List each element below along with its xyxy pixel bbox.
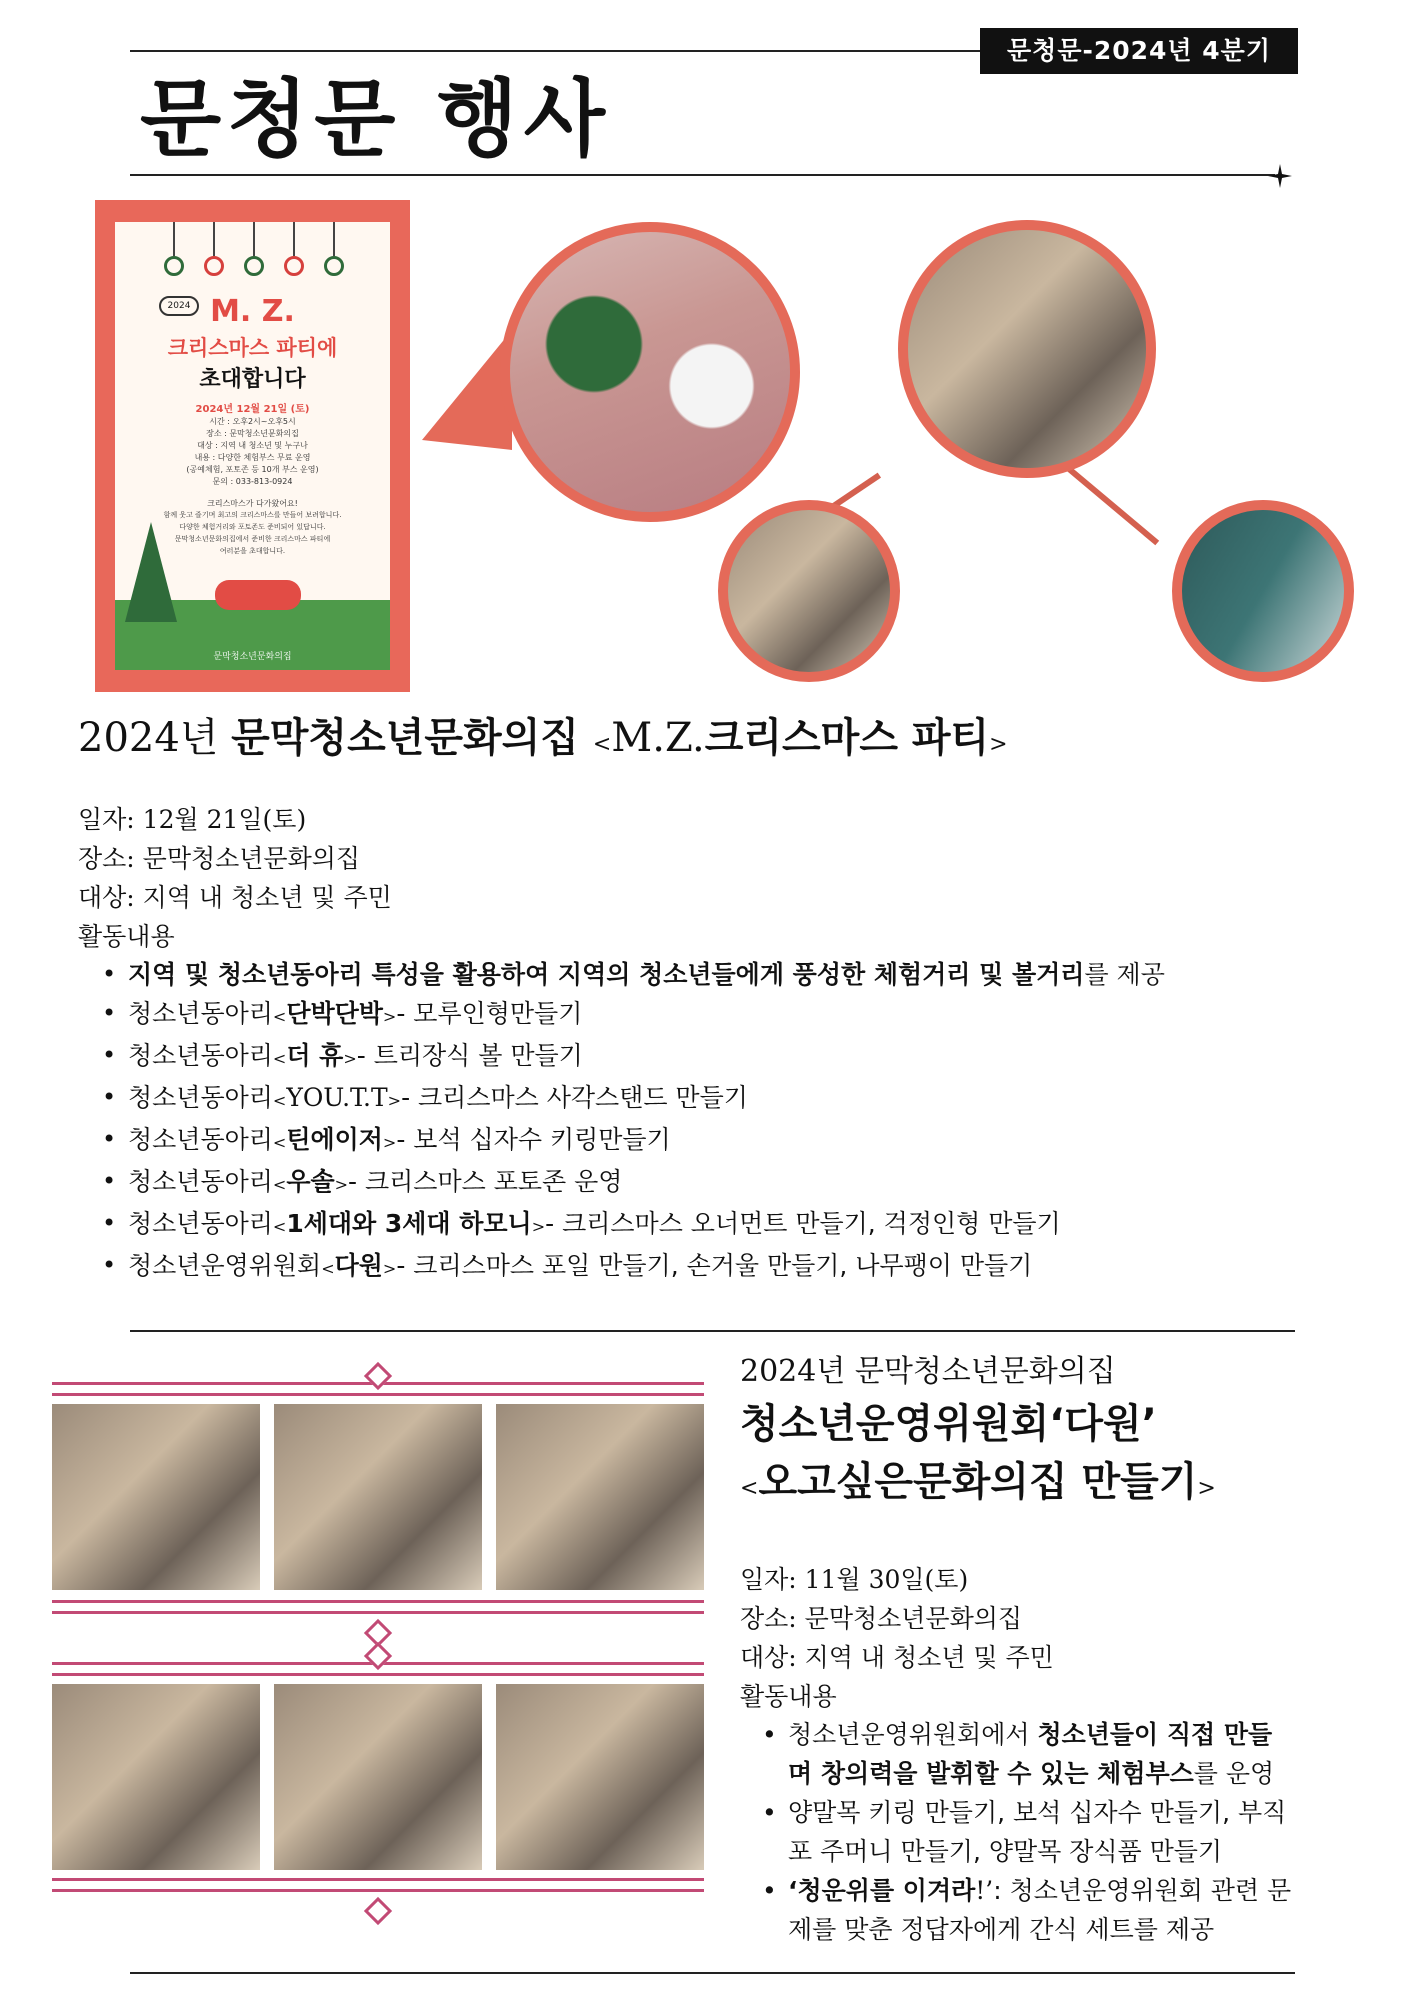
section1-title-venue: 문막청소년문화의집: [231, 715, 593, 761]
poster-content-detail: (공예체험, 포토존 등 10개 부스 운영): [186, 465, 319, 474]
header-bottom-rule: [130, 174, 1275, 176]
activity-text: 청소년동아리: [128, 1125, 273, 1154]
poster-message: 문막청소년문화의집에서 준비한 크리스마스 파티에: [174, 535, 331, 543]
poster-target: 대상 : 지역 내 청소년 및 누구나: [197, 441, 308, 450]
activity-text: 청소년동아리: [128, 1083, 273, 1112]
list-item: [98, 1120, 1358, 1162]
activity-text: 청소년동아리: [128, 1041, 273, 1070]
activity-bracket: <: [272, 1049, 287, 1068]
gallery-frame-band: [52, 1878, 704, 1892]
section1-title: [78, 706, 1008, 763]
section2-title-line2: 오고싶은문화의집 만들기: [758, 1459, 1198, 1505]
activity-bold: ‘청운위를 이겨라: [788, 1876, 976, 1905]
poster-message: 여러분을 초대합니다.: [219, 547, 286, 555]
activity-text: - 크리스마스 오너먼트 만들기, 걱정인형 만들기: [545, 1209, 1061, 1238]
poster-title-mz: M. Z.: [210, 294, 295, 329]
poster-year-badge: 2024: [159, 296, 199, 316]
activity-bold: 틴에이저: [286, 1125, 383, 1154]
activity-bracket: >: [334, 1175, 349, 1194]
activity-bracket: <: [272, 1091, 287, 1110]
activity-text: - 크리스마스 포일 만들기, 손거울 만들기, 나무팽이 만들기: [396, 1251, 1033, 1280]
activity-text: - 크리스마스 포토존 운영: [348, 1167, 623, 1196]
activity-text: 양말목 키링 만들기, 보석 십자수 만들기, 부직: [788, 1798, 1287, 1827]
poster-footer: 문막청소년문화의집: [213, 652, 292, 662]
section1-place: 장소: 문막청소년문화의집: [78, 844, 361, 873]
section1-activity-list: [98, 955, 1358, 1288]
activity-text: 청소년운영위원회에서: [788, 1720, 1038, 1749]
section1-title-gt: >: [989, 732, 1008, 757]
section2-subtitle: 2024년 문막청소년문화의집: [740, 1354, 1116, 1389]
section1-title-roman: M.Z.: [611, 715, 705, 761]
section-divider: [130, 1330, 1295, 1332]
list-item: [98, 1078, 1358, 1120]
section1-activities-label: 활동내용: [78, 922, 175, 951]
list-item: [98, 1246, 1358, 1288]
activity-bracket: <: [272, 1007, 287, 1026]
activity-bracket: >: [343, 1049, 357, 1068]
gallery-photo: [496, 1684, 704, 1870]
poster-content: 내용 : 다양한 체험부스 무료 운영: [194, 453, 311, 462]
activity-text: 포 주머니 만들기, 양말목 장식품 만들기: [788, 1837, 1223, 1866]
section1-date: 일자: 12월 21일(토): [78, 805, 307, 834]
activity-text: 를 제공: [1084, 960, 1165, 989]
activity-bracket: >: [382, 1133, 397, 1152]
section2-place: 장소: 문막청소년문화의집: [740, 1604, 1023, 1633]
ornament-icon: [244, 256, 264, 276]
activity-bold: 1세대와 3세대 하모니: [286, 1209, 532, 1238]
list-item: [758, 1871, 1368, 1949]
bubble-pointer: [422, 330, 512, 460]
activity-bold: 우솔: [286, 1167, 335, 1196]
activity-text: 청소년동아리: [128, 1167, 273, 1196]
list-item: [98, 955, 1358, 994]
gallery-photo: [274, 1404, 482, 1590]
list-item: [98, 1162, 1358, 1204]
activity-bold: YOU.T.T: [286, 1083, 388, 1112]
poster-contact: 문의 : 033-813-0924: [212, 477, 293, 486]
activity-bold: 단박단박: [286, 999, 383, 1028]
activity-text: - 보석 십자수 키링만들기: [396, 1125, 671, 1154]
activity-bold: 더 휴: [286, 1041, 344, 1070]
activity-text: - 모루인형만들기: [396, 999, 583, 1028]
activity-text: 청소년동아리: [128, 999, 273, 1028]
activity-bracket: <: [272, 1217, 287, 1236]
ornament-icon: [164, 256, 184, 276]
activity-bracket: >: [382, 1259, 397, 1278]
section2-activities-label: 활동내용: [740, 1682, 837, 1711]
activity-text: : 청소년운영위원회 관련 문: [993, 1876, 1292, 1905]
poster-time: 시간 : 오후2시~오후5시: [209, 417, 296, 426]
section2-target: 대상: 지역 내 청소년 및 주민: [740, 1643, 1054, 1672]
sparkle-icon: [1268, 164, 1292, 188]
period-badge: 문청문-2024년 4분기: [980, 28, 1298, 74]
gallery-photo: [52, 1684, 260, 1870]
section2-title-line2-wrap: [740, 1450, 1216, 1507]
dog-illustration: [215, 580, 301, 610]
activity-text: - 크리스마스 사각스탠드 만들기: [401, 1083, 748, 1112]
poster-message: 함께 웃고 즐기며 최고의 크리스마스를 만들어 보려합니다.: [163, 511, 342, 519]
activity-bracket: <: [321, 1259, 335, 1278]
christmas-party-poster: [95, 200, 410, 692]
list-item: [758, 1715, 1368, 1793]
section2-title-lt: <: [740, 1476, 759, 1501]
gallery-photo: [52, 1404, 260, 1590]
page-title: 문청문 행사: [140, 70, 611, 168]
poster-message: 크리스마스가 다가왔어요!: [207, 499, 298, 508]
footer-rule: [130, 1972, 1295, 1974]
section2-activity-list: [758, 1715, 1368, 1949]
photo-booth-banner: [1172, 500, 1354, 682]
poster-message: 다양한 체험거리와 포토존도 준비되어 있답니다.: [179, 523, 326, 531]
photo-christmas-tree-snowman: [500, 222, 800, 522]
activity-bold: 청소년들이 직접 만들: [1037, 1720, 1273, 1749]
activity-bracket: <: [272, 1133, 287, 1152]
activity-bold: 다원: [334, 1251, 383, 1280]
list-item: [758, 1793, 1368, 1871]
activity-text: 청소년운영위원회: [128, 1251, 322, 1280]
ornament-icon: [284, 256, 304, 276]
list-item: [98, 994, 1358, 1036]
tree-icon: [125, 522, 177, 622]
photo-crafting-room: [898, 220, 1156, 478]
gallery-photo: [274, 1684, 482, 1870]
list-item: [98, 1204, 1358, 1246]
gallery-photo: [496, 1404, 704, 1590]
poster-title-party: 크리스마스 파티에: [167, 336, 338, 360]
activity-bold: 며 창의력을 발휘할 수 있는 체험부스: [788, 1759, 1194, 1788]
activity-text: 를 운영: [1193, 1759, 1275, 1788]
activity-text: 제를 맞춘 정답자에게 간식 세트를 제공: [788, 1915, 1215, 1944]
ornament-icon: [204, 256, 224, 276]
activity-text: - 트리장식 볼 만들기: [356, 1041, 583, 1070]
list-item: [98, 1036, 1358, 1078]
section2-date: 일자: 11월 30일(토): [740, 1565, 969, 1594]
activity-bracket: >: [531, 1217, 546, 1236]
section1-title-event: 크리스마스 파티: [704, 715, 990, 761]
section2-title-line1: 청소년운영위원회‘다원’: [740, 1401, 1157, 1447]
activity-bracket: >: [382, 1007, 397, 1026]
activity-bold: 지역 및 청소년동아리 특성을 활용하여 지역의 청소년들에게 풍성한 체험거리 및 볼거리: [128, 960, 1085, 989]
gallery-frame-diamond: [364, 1897, 392, 1925]
poster-title-invite: 초대합니다: [199, 367, 306, 392]
activity-bracket: <: [272, 1175, 287, 1194]
section1-title-lt: <: [592, 732, 612, 757]
gallery-frame-band: [52, 1600, 704, 1614]
ornament-icon: [324, 256, 344, 276]
poster-date: 2024년 12월 21일 (토): [195, 404, 310, 415]
section2-title-gt: >: [1197, 1476, 1216, 1501]
section1-target: 대상: 지역 내 청소년 및 주민: [78, 883, 392, 912]
activity-bracket: >: [387, 1091, 402, 1110]
activity-text: 청소년동아리: [128, 1209, 273, 1238]
section1-title-year: 2024년: [78, 715, 232, 761]
activity-text: !’: [975, 1876, 994, 1905]
photo-ornament-crafting: [718, 500, 900, 682]
poster-place: 장소 : 문막청소년문화의집: [206, 429, 299, 438]
